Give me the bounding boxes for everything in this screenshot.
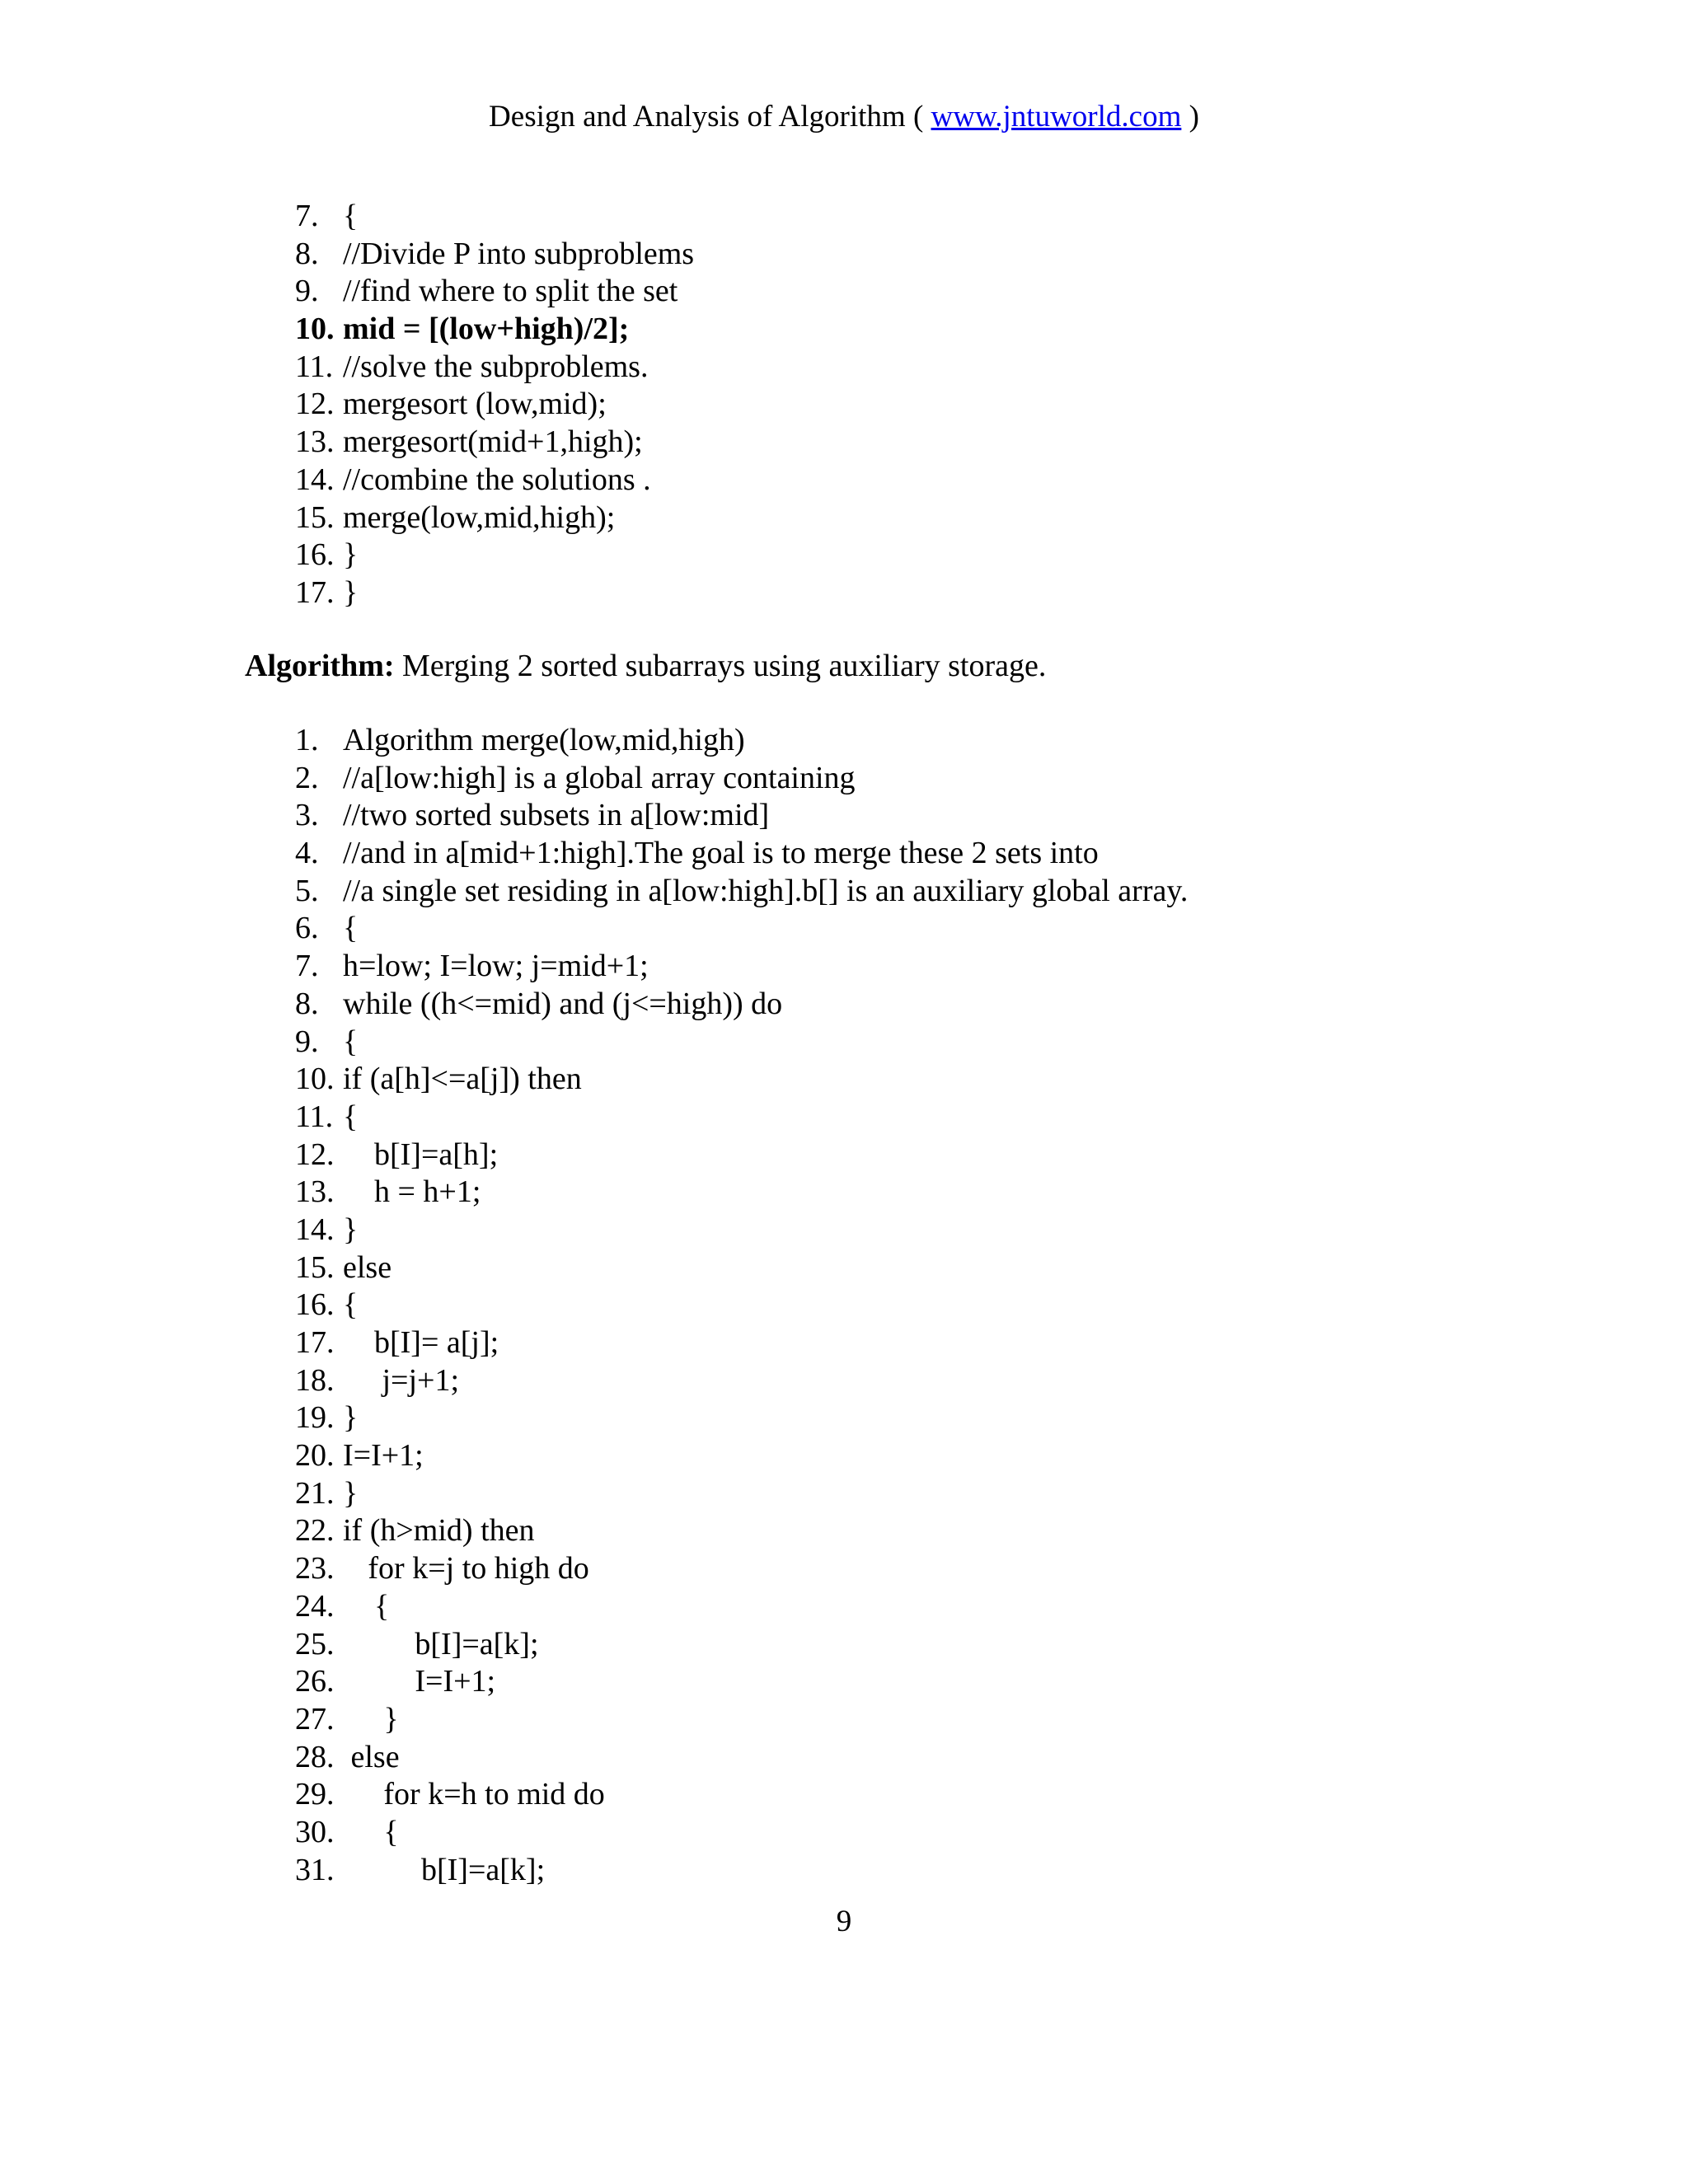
line-text: //two sorted subsets in a[low:mid] [343,798,770,833]
line-number: 27. [295,1701,335,1736]
line-number: 30. [295,1814,335,1849]
line-number: 31. [295,1852,335,1887]
line-number: 22. [295,1513,335,1549]
line-number: 7. [295,199,319,233]
line-text: b[I]=a[h]; [374,1137,499,1172]
line-text: merge(low,mid,high); [343,499,616,535]
line-text: //a[low:high] is a global array containing [343,760,856,795]
line-number: 14. [295,1212,335,1247]
line-text: for k=j to high do [368,1551,589,1586]
line-number: 2. [295,760,319,795]
line-number: 8. [295,986,319,1021]
line-text: if (h>mid) then [343,1513,535,1549]
line-text: if (a[h]<=a[j]) then [343,1062,582,1097]
line-text: h = h+1; [374,1174,481,1210]
line-text: } [343,574,359,610]
line-number: 10. [295,1062,335,1097]
line-number: 4. [295,836,319,871]
line-text: //find where to split the set [343,274,678,309]
line-number: 29. [295,1777,335,1812]
line-number: 11. [295,1099,334,1134]
line-text: Algorithm merge(low,mid,high) [343,723,745,757]
line-number: 15. [295,1249,335,1285]
line-text: { [343,199,359,233]
page-header [0,99,1688,135]
line-text: b[I]=a[k]; [415,1626,539,1661]
line-number: 17. [295,1325,335,1360]
line-number: 21. [295,1475,335,1511]
line-text: mergesort(mid+1,high); [343,424,643,460]
line-number: 12. [295,387,335,422]
line-number: 23. [295,1551,335,1586]
line-number: 13. [295,1174,335,1210]
line-number: 15. [295,499,335,535]
line-text: { [343,1099,359,1134]
header-title: Design and Analysis of Algorithm ( [489,100,931,134]
line-text: } [343,1212,359,1247]
line-text: { [343,911,359,946]
line-text: } [343,1400,359,1436]
line-text: //combine the solutions . [343,462,651,497]
line-number: 1. [295,723,319,757]
line-number: 14. [295,462,335,497]
line-text: { [343,1287,359,1323]
line-number: 16. [295,537,335,573]
line-text: I=I+1; [415,1664,496,1699]
line-number: 24. [295,1588,335,1624]
line-number: 9. [295,274,319,309]
line-text: mergesort (low,mid); [343,387,607,422]
line-number: 10. [295,312,335,347]
line-text: I=I+1; [343,1438,424,1474]
line-text: else [350,1739,400,1774]
algorithm-description: Merging 2 sorted subarrays using auxiliary storage. [394,649,1047,683]
line-text: b[I]=a[k]; [421,1852,546,1887]
line-text: } [383,1701,399,1736]
header-suffix: ) [1181,100,1199,134]
line-number: 11. [295,349,334,384]
header-link[interactable]: www.jntuworld.com [931,100,1182,134]
line-text: b[I]= a[j]; [374,1325,499,1360]
line-number: 19. [295,1400,335,1436]
line-text: else [343,1249,392,1285]
line-number: 16. [295,1287,335,1323]
line-text: { [374,1588,390,1624]
line-number: 8. [295,236,319,271]
page-number: 9 [836,1905,852,1938]
line-text: { [343,1024,359,1059]
line-text: mid = [(low+high)/2]; [343,312,630,347]
line-number: 9. [295,1024,319,1059]
line-number: 5. [295,873,319,908]
line-number: 20. [295,1438,335,1474]
line-text: h=low; I=low; j=mid+1; [343,949,649,984]
algorithm-heading [245,647,1046,685]
algorithm-label: Algorithm: [245,649,395,683]
line-text: } [343,1475,359,1511]
line-text: //Divide P into subproblems [343,236,695,271]
line-text: } [343,537,359,573]
line-text: //solve the subproblems. [343,349,649,384]
line-text: //and in a[mid+1:high].The goal is to merge these 2 sets into [343,836,1099,871]
line-text: //a single set residing in a[low:high].b[] is an auxiliary global array. [343,873,1189,908]
line-number: 26. [295,1664,335,1699]
line-text: for k=h to mid do [383,1777,605,1812]
line-number: 13. [295,424,335,460]
line-number: 18. [295,1362,335,1398]
line-number: 28. [295,1739,335,1774]
line-number: 6. [295,911,319,946]
line-text: while ((h<=mid) and (j<=high)) do [343,986,783,1021]
line-number: 7. [295,949,319,984]
line-number: 3. [295,798,319,833]
line-text: j=j+1; [382,1362,460,1398]
line-number: 25. [295,1626,335,1661]
line-text: { [383,1814,399,1849]
line-number: 12. [295,1137,335,1172]
line-number: 17. [295,574,335,610]
